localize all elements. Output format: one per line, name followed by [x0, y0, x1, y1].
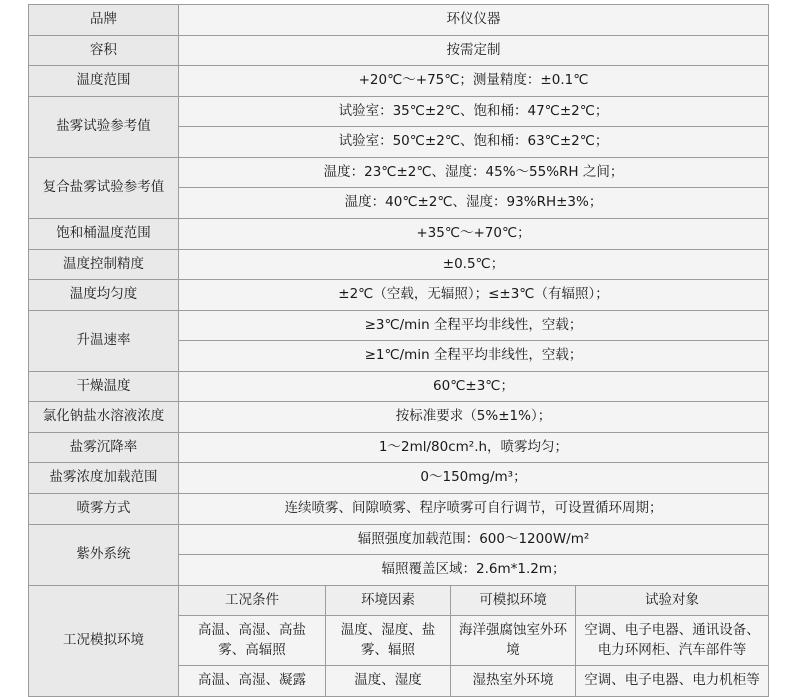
- matrix-header-row: [29, 585, 769, 616]
- row-value-line: 温度：40℃±2℃、湿度：93%RH±3%；: [179, 188, 769, 219]
- matrix-cell: 温度、湿度: [326, 666, 451, 697]
- matrix-header-cell: 试验对象: [576, 585, 769, 616]
- row-label: 容积: [29, 35, 179, 66]
- table-row: [29, 524, 769, 555]
- row-value: 1～2ml/80cm².h，喷雾均匀；: [179, 432, 769, 463]
- row-label: 温度范围: [29, 66, 179, 97]
- table-row: [29, 249, 769, 280]
- row-value-line: ≥3℃/min 全程平均非线性，空载；: [179, 310, 769, 341]
- row-value: 连续喷雾、间隙喷雾、程序喷雾可自行调节，可设置循环周期；: [179, 494, 769, 525]
- table-row: [29, 402, 769, 433]
- table-row: [29, 66, 769, 97]
- matrix-label: 工况模拟环境: [29, 585, 179, 696]
- matrix-header-cell: 环境因素: [326, 585, 451, 616]
- row-label: 复合盐雾试验参考值: [29, 157, 179, 218]
- row-value: ±0.5℃；: [179, 249, 769, 280]
- row-value: 60℃±3℃；: [179, 371, 769, 402]
- matrix-cell: 温度、湿度、盐雾、辐照: [326, 616, 451, 666]
- matrix-cell: 高温、高湿、高盐雾、高辐照: [179, 616, 326, 666]
- matrix-cell: 空调、电子电器、通讯设备、电力环网柜、汽车部件等: [576, 616, 769, 666]
- matrix-header-cell: 工况条件: [179, 585, 326, 616]
- row-value-line: 辐照强度加载范围：600～1200W/m²: [179, 524, 769, 555]
- table-row: [29, 494, 769, 525]
- row-value: 按需定制: [179, 35, 769, 66]
- table-row: [29, 218, 769, 249]
- row-value-line: 温度：23℃±2℃、湿度：45%～55%RH 之间；: [179, 157, 769, 188]
- table-row: [29, 157, 769, 188]
- row-value-line: 试验室：35℃±2℃、饱和桶：47℃±2℃；: [179, 96, 769, 127]
- table-row: [29, 5, 769, 36]
- table-row: [29, 432, 769, 463]
- row-value: 按标准要求（5%±1%）；: [179, 402, 769, 433]
- row-label: 饱和桶温度范围: [29, 218, 179, 249]
- row-label: 盐雾沉降率: [29, 432, 179, 463]
- matrix-cell: 湿热室外环境: [451, 666, 576, 697]
- table-row: [29, 35, 769, 66]
- table-row: [29, 463, 769, 494]
- row-label: 紫外系统: [29, 524, 179, 585]
- row-value: ±2℃（空载，无辐照）；≤±3℃（有辐照）；: [179, 280, 769, 311]
- row-label: 喷雾方式: [29, 494, 179, 525]
- row-value: +35℃～+70℃；: [179, 218, 769, 249]
- row-label: 品牌: [29, 5, 179, 36]
- table-row: [29, 280, 769, 311]
- row-value: +20℃～+75℃；测量精度：±0.1℃: [179, 66, 769, 97]
- row-label: 盐雾浓度加载范围: [29, 463, 179, 494]
- row-label: 氯化钠盐水溶液浓度: [29, 402, 179, 433]
- row-value: 0～150mg/m³；: [179, 463, 769, 494]
- row-value-line: 试验室：50℃±2℃、饱和桶：63℃±2℃；: [179, 127, 769, 158]
- matrix-cell: 高温、高湿、凝露: [179, 666, 326, 697]
- matrix-cell: 海洋强腐蚀室外环境: [451, 616, 576, 666]
- row-value-line: 辐照覆盖区域：2.6m*1.2m；: [179, 555, 769, 586]
- row-label: 温度均匀度: [29, 280, 179, 311]
- row-label: 盐雾试验参考值: [29, 96, 179, 157]
- table-row: [29, 310, 769, 341]
- row-value-line: ≥1℃/min 全程平均非线性，空载；: [179, 341, 769, 372]
- table-row: [29, 96, 769, 127]
- matrix-header-cell: 可模拟环境: [451, 585, 576, 616]
- row-label: 温度控制精度: [29, 249, 179, 280]
- table-row: [29, 371, 769, 402]
- matrix-cell: 空调、电子电器、电力机柜等: [576, 666, 769, 697]
- row-label: 升温速率: [29, 310, 179, 371]
- specification-table: [28, 4, 769, 697]
- row-value: 环仪仪器: [179, 5, 769, 36]
- row-label: 干燥温度: [29, 371, 179, 402]
